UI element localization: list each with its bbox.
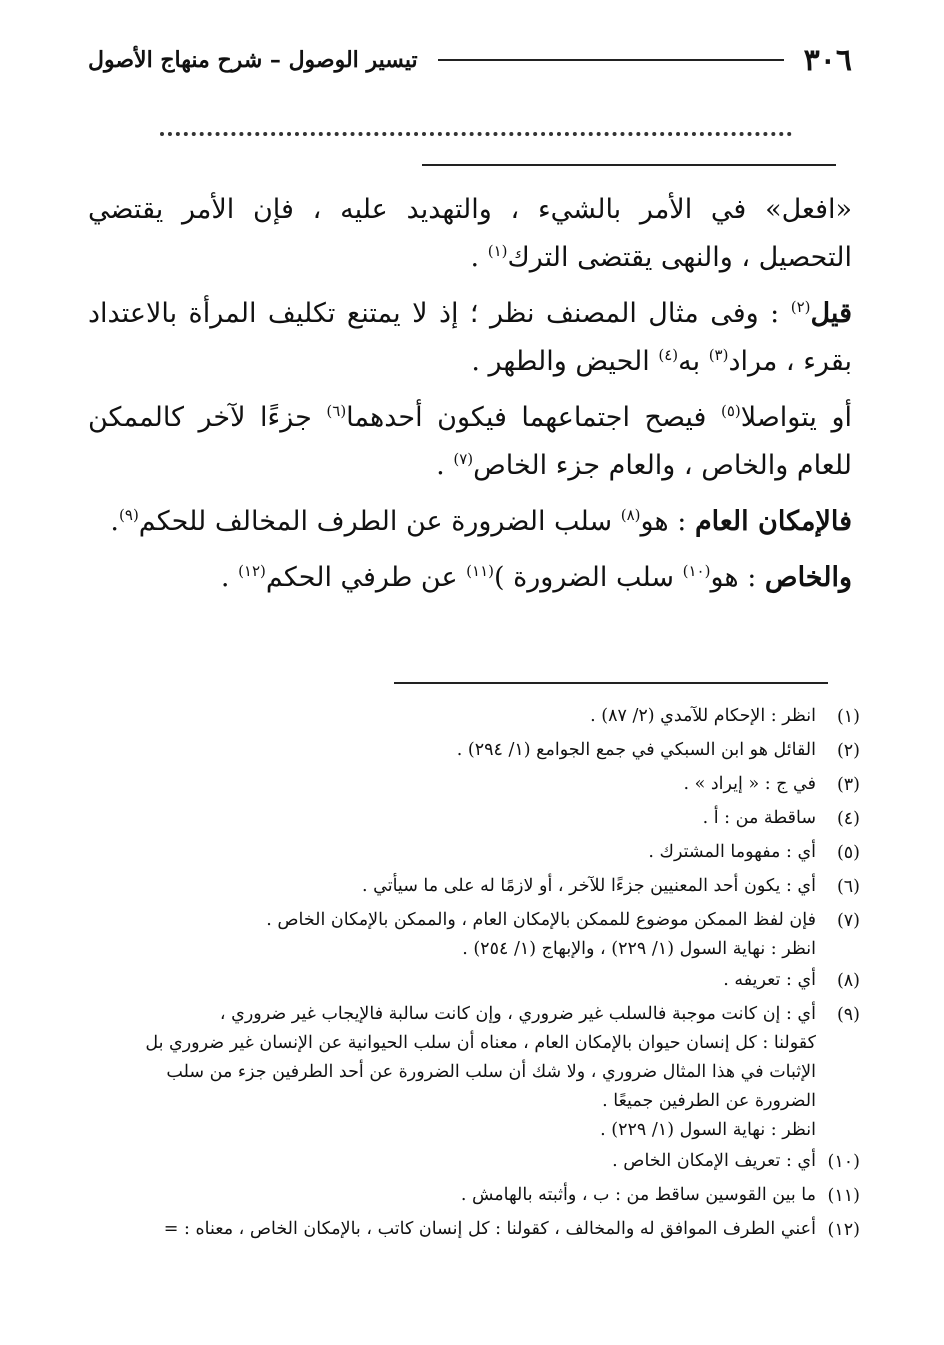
footnote-text	[86, 870, 816, 904]
footnote-number: (١٢)	[827, 1220, 860, 1240]
footnote-number: (٢)	[836, 741, 860, 761]
header-rule	[438, 59, 784, 61]
text-rule	[422, 164, 836, 166]
footnote-line: أعني الطرف الموافق له والمخالف ، كقولنا : كل إنسان كاتب ، بالإمكان الخاص ، معناه : =	[163, 1219, 816, 1239]
main-text	[88, 186, 852, 610]
footnote-line: الضرورة عن الطرفين جميعًا .	[602, 1091, 816, 1111]
footnote-text	[86, 734, 816, 768]
footnote	[86, 768, 860, 802]
footnote-line: أي : مفهوما المشترك .	[648, 842, 816, 862]
footnote	[86, 1179, 860, 1213]
footnote	[86, 734, 860, 768]
footnote	[86, 998, 860, 1145]
footnote-text	[86, 1179, 816, 1213]
footnote-line: أي : يكون أحد المعنيين جزءًا للآخر ، أو لازمًا له على ما سيأتي .	[362, 876, 816, 896]
footnote-text	[86, 802, 816, 836]
footnote	[86, 1145, 860, 1179]
footnote-ref[interactable]: (١٠)	[682, 562, 711, 580]
running-title: تيسير الوصول – شرح منهاج الأصول	[88, 47, 418, 73]
footnote-number: (٥)	[836, 843, 860, 863]
footnote-line: كقولنا : كل إنسان حيوان بالإمكان العام ، معناه أن سلب الحيوانية عن الإنسان غير ضروري بل	[145, 1033, 816, 1053]
footnote-line: أي : تعريفه .	[723, 970, 816, 990]
footnote-text	[86, 836, 816, 870]
footnote-text	[86, 1213, 816, 1247]
footnote-ref[interactable]: (٩)	[119, 506, 139, 524]
footnote-number: (١١)	[827, 1186, 860, 1206]
footnote-line: انظر : الإحكام للآمدي (٢/ ٨٧) .	[590, 706, 816, 726]
footnote-number: (٣)	[836, 775, 860, 795]
footnote-text	[86, 964, 816, 998]
footnote	[86, 700, 860, 734]
footnote-ref[interactable]: (١)	[487, 242, 508, 260]
footnote-number: (٧)	[836, 911, 860, 931]
paragraph-5: والخاص : هو$^{(١٠)}$ سلب الضرورة )$^{(١١)}$ عن طرفي الحكم$^{(١٢)}$ .	[220, 562, 852, 593]
footnote	[86, 870, 860, 904]
footnote	[86, 1213, 860, 1247]
footnote-text	[86, 998, 816, 1145]
paragraph-lead: والخاص	[764, 562, 852, 593]
footnote-ref[interactable]: (١٢)	[238, 562, 266, 580]
footnote-number: (٩)	[836, 1005, 860, 1025]
page-header	[88, 38, 852, 82]
paragraph-4: فالإمكان العام : هو$^{(٨)}$ سلب الضرورة عن الطرف المخالف للحكم$^{(٩)}$.	[110, 506, 852, 537]
paragraph-lead: فالإمكان العام	[694, 506, 852, 537]
footnote-number: (٤)	[836, 809, 860, 829]
footnote	[86, 802, 860, 836]
paragraph-lead: قيل	[810, 298, 852, 329]
paragraph-2: قيل$^{(٢)}$ : وفى مثال المصنف نظر ؛ إذ لا يمتنع تكليف المرأة بالاعتداد بقرء ، مراد$^{(٣)}$ به$^{(٤)}$ الحيض والطهر .	[88, 298, 852, 377]
footnote-line: أي : تعريف الإمكان الخاص .	[612, 1151, 816, 1171]
footnote-line: انظر : نهاية السول (١/ ٢٢٩) ، والإبهاج (١/ ٢٥٤) .	[462, 939, 816, 959]
footnote-text	[86, 700, 816, 734]
footnote-ref[interactable]: (٨)	[620, 506, 641, 524]
footnote-ref[interactable]: (٦)	[326, 402, 347, 420]
footnote-line: القائل هو ابن السبكي في جمع الجوامع (١/ ٢٩٤) .	[456, 740, 816, 760]
footnote-text	[86, 1145, 816, 1179]
footnote	[86, 836, 860, 870]
footnote-line: ساقطة من : أ .	[702, 808, 816, 828]
page-number: ٣٠٦	[803, 42, 852, 78]
footnote-number: (٦)	[836, 877, 860, 897]
footnote-text	[86, 904, 816, 964]
paragraph-1: «افعل» في الأمر بالشيء ، والتهديد عليه ، فإن الأمر يقتضي التحصيل ، والنهى يقتضى الترك$^{(١)}$ .	[88, 194, 852, 273]
footnote-text	[86, 768, 816, 802]
footnote-line: في ج : « إيراد » .	[683, 774, 816, 794]
footnote-ref[interactable]: (٧)	[453, 450, 474, 468]
footnote-line: انظر : نهاية السول (١/ ٢٢٩) .	[600, 1120, 816, 1140]
dotted-separator	[160, 116, 792, 136]
footnote-line: أي : إن كانت موجبة فالسلب غير ضروري ، وإن كانت سالبة فالإيجاب غير ضروري ،	[219, 1004, 816, 1024]
footnote-ref[interactable]: (٣)	[708, 346, 729, 364]
paragraph-3: أو يتواصلا$^{(٥)}$ فيصح اجتماعهما فيكون أحدهما$^{(٦)}$ جزءًا لآخر كالممكن للعام والخاص ، والعام جزء الخاص$^{(٧)}$ .	[88, 402, 852, 481]
footnote-rule	[394, 682, 828, 684]
footnote-ref[interactable]: (٢)	[790, 298, 811, 316]
footnote-ref[interactable]: (٥)	[720, 402, 741, 420]
footnote-number: (١)	[836, 707, 860, 727]
footnote-line: فإن لفظ الممكن موضوع للممكن بالإمكان العام ، والممكن بالإمكان الخاص .	[266, 910, 816, 930]
footnote	[86, 904, 860, 964]
footnotes	[86, 700, 860, 1247]
footnote-number: (١٠)	[827, 1152, 860, 1172]
footnote	[86, 964, 860, 998]
footnote-line: ما بين القوسين ساقط من : ب ، وأثبته بالهامش .	[460, 1185, 816, 1205]
footnote-ref[interactable]: (١١)	[466, 562, 494, 580]
footnote-ref[interactable]: (٤)	[658, 346, 679, 364]
footnote-line: الإثبات في هذا المثال ضروري ، ولا شك أن سلب الضرورة عن أحد الطرفين جزء من سلب	[166, 1062, 816, 1082]
footnote-number: (٨)	[836, 971, 860, 991]
